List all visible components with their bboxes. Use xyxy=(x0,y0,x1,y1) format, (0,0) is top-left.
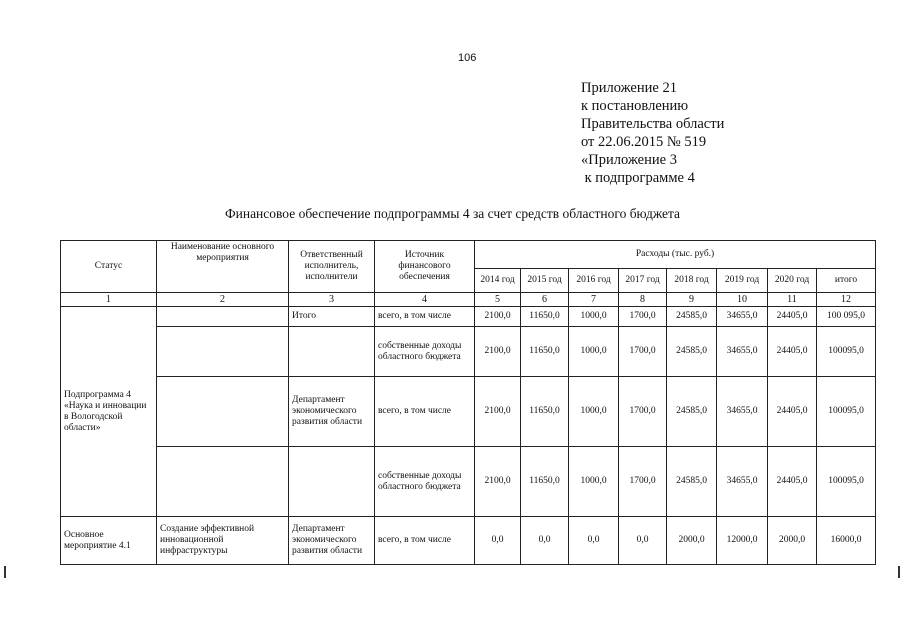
table-row xyxy=(61,307,876,327)
column-number: 8 xyxy=(619,293,667,307)
appendix-line: к постановлению xyxy=(581,98,689,114)
value-cell: 12000,0 xyxy=(717,517,768,565)
activity-cell xyxy=(157,447,289,517)
document-title: Финансовое обеспечение подпрограммы 4 за счет средств областного бюджета xyxy=(224,206,681,221)
header-activity: Наименование основного мероприятия xyxy=(157,241,289,293)
value-cell: 34655,0 xyxy=(717,327,768,377)
appendix-line: к подпрограмме 4 xyxy=(581,170,695,186)
column-number: 11 xyxy=(768,293,817,307)
header-year: 2018 год xyxy=(667,269,717,293)
source-cell: собственные доходы областного бюджета xyxy=(375,327,475,377)
value-cell: 11650,0 xyxy=(521,327,569,377)
financing-table xyxy=(60,240,876,565)
appendix-line: «Приложение 3 xyxy=(581,152,677,168)
value-cell: 1700,0 xyxy=(619,327,667,377)
value-cell: 1700,0 xyxy=(619,377,667,447)
column-number: 4 xyxy=(375,293,475,307)
column-number: 2 xyxy=(157,293,289,307)
value-cell: 0,0 xyxy=(475,517,521,565)
activity-cell xyxy=(157,377,289,447)
column-number: 7 xyxy=(569,293,619,307)
value-cell: 24405,0 xyxy=(768,327,817,377)
value-cell: 24405,0 xyxy=(768,307,817,327)
scan-edge-mark xyxy=(898,566,900,578)
value-cell: 2000,0 xyxy=(667,517,717,565)
value-cell: 11650,0 xyxy=(521,447,569,517)
column-number: 9 xyxy=(667,293,717,307)
table-row xyxy=(61,327,876,377)
scan-edge-mark xyxy=(4,566,6,578)
column-number: 5 xyxy=(475,293,521,307)
value-cell: 2100,0 xyxy=(475,327,521,377)
total-cell: 16000,0 xyxy=(817,517,876,565)
value-cell: 2100,0 xyxy=(475,307,521,327)
value-cell: 34655,0 xyxy=(717,447,768,517)
value-cell: 0,0 xyxy=(619,517,667,565)
table-row xyxy=(61,447,876,517)
appendix-line: Приложение 21 xyxy=(581,80,677,96)
value-cell: 11650,0 xyxy=(521,377,569,447)
value-cell: 1700,0 xyxy=(619,307,667,327)
total-cell: 100095,0 xyxy=(817,377,876,447)
value-cell: 24405,0 xyxy=(768,377,817,447)
value-cell: 24405,0 xyxy=(768,447,817,517)
total-cell: 100095,0 xyxy=(817,327,876,377)
executor-cell: Департамент экономического развития области xyxy=(289,517,375,565)
total-cell: 100095,0 xyxy=(817,447,876,517)
page-number: 106 xyxy=(458,52,477,64)
total-cell: 100 095,0 xyxy=(817,307,876,327)
header-expenses: Расходы (тыс. руб.) xyxy=(475,241,876,269)
value-cell: 1000,0 xyxy=(569,327,619,377)
subprogram-status: Подпрограмма 4 «Наука и инновации в Вологодской области» xyxy=(61,307,157,517)
header-status: Статус xyxy=(61,241,157,293)
header-source: Источник финансового обеспечения xyxy=(375,241,475,293)
measure-status: Основное мероприятие 4.1 xyxy=(61,517,157,565)
header-year: 2019 год xyxy=(717,269,768,293)
executor-cell: Департамент экономического развития области xyxy=(289,377,375,447)
column-number: 10 xyxy=(717,293,768,307)
header-year: 2016 год xyxy=(569,269,619,293)
value-cell: 2100,0 xyxy=(475,377,521,447)
column-number: 12 xyxy=(817,293,876,307)
value-cell: 1700,0 xyxy=(619,447,667,517)
source-cell: собственные доходы областного бюджета xyxy=(375,447,475,517)
appendix-line: от 22.06.2015 № 519 xyxy=(581,134,707,150)
header-year: 2020 год xyxy=(768,269,817,293)
activity-cell xyxy=(157,327,289,377)
executor-cell xyxy=(289,327,375,377)
header-year: 2014 год xyxy=(475,269,521,293)
table-row xyxy=(61,517,876,565)
value-cell: 0,0 xyxy=(521,517,569,565)
value-cell: 1000,0 xyxy=(569,447,619,517)
column-number: 6 xyxy=(521,293,569,307)
appendix-reference xyxy=(581,79,724,187)
activity-cell xyxy=(157,307,289,327)
value-cell: 24585,0 xyxy=(667,327,717,377)
value-cell: 2000,0 xyxy=(768,517,817,565)
table-row xyxy=(61,377,876,447)
column-number: 3 xyxy=(289,293,375,307)
source-cell: всего, в том числе xyxy=(375,307,475,327)
source-cell: всего, в том числе xyxy=(375,517,475,565)
value-cell: 2100,0 xyxy=(475,447,521,517)
value-cell: 1000,0 xyxy=(569,377,619,447)
value-cell: 34655,0 xyxy=(717,377,768,447)
header-total: итого xyxy=(817,269,876,293)
value-cell: 0,0 xyxy=(569,517,619,565)
header-executor: Ответственный исполнитель, исполнители xyxy=(289,241,375,293)
header-year: 2015 год xyxy=(521,269,569,293)
appendix-line: Правительства области xyxy=(581,116,725,132)
value-cell: 11650,0 xyxy=(521,307,569,327)
header-year: 2017 год xyxy=(619,269,667,293)
source-cell: всего, в том числе xyxy=(375,377,475,447)
value-cell: 24585,0 xyxy=(667,307,717,327)
value-cell: 1000,0 xyxy=(569,307,619,327)
activity-cell: Создание эффективной инновационной инфраструктуры xyxy=(157,517,289,565)
executor-cell: Итого xyxy=(289,307,375,327)
value-cell: 24585,0 xyxy=(667,447,717,517)
value-cell: 24585,0 xyxy=(667,377,717,447)
executor-cell xyxy=(289,447,375,517)
value-cell: 34655,0 xyxy=(717,307,768,327)
column-number: 1 xyxy=(61,293,157,307)
